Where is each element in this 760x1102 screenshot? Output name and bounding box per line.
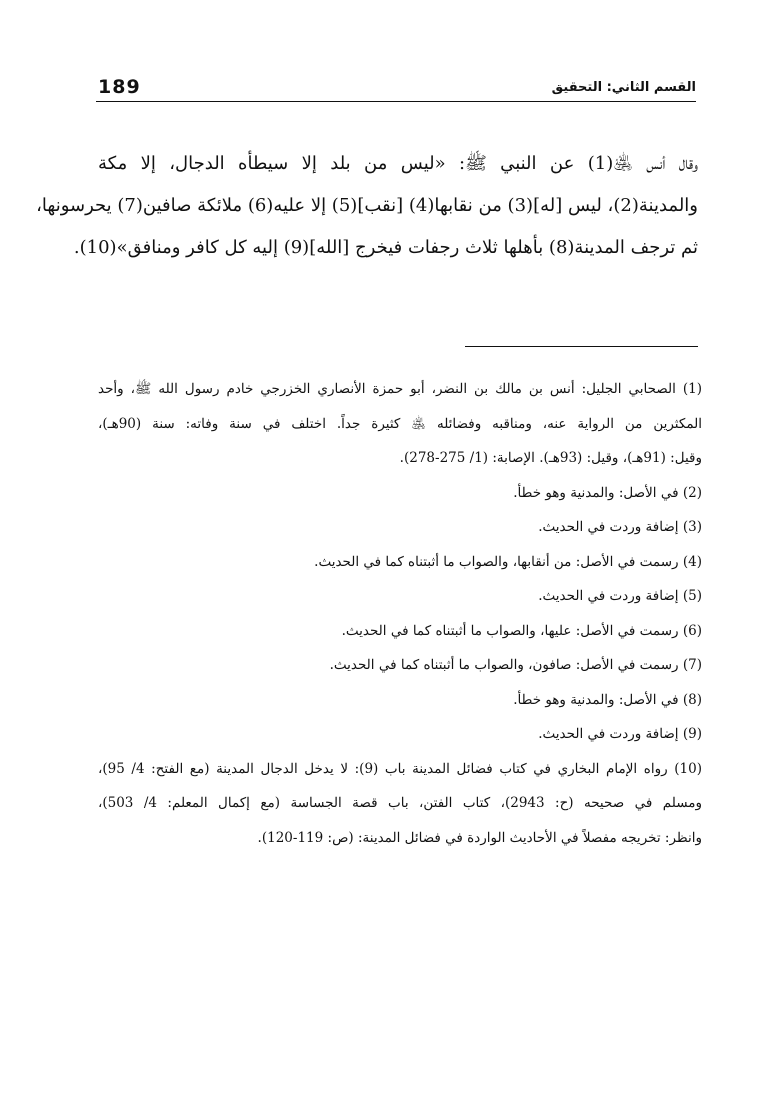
footnote-line: ومسلم في صحيحه (ح: 2943)، كتاب الفتن، باب قصة الجساسة (مع إكمال المعلم: 4/ 503)، bbox=[98, 795, 702, 811]
footnote-line: وقيل: (91هـ)، وقيل: (93هـ). الإصابة: (1/ 275-278). bbox=[399, 450, 702, 466]
footnote-line: (3) إضافة وردت في الحديث. bbox=[538, 519, 702, 535]
main-text-line: ثم ترجف المدينة(8) بأهلها ثلاث رجفات فيخرج [الله](9) إليه كل كافر ومنافق»(10). bbox=[73, 237, 698, 258]
footnote-line: (7) رسمت في الأصل: صافون، والصواب ما أثبتناه كما في الحديث. bbox=[329, 657, 702, 673]
page-header bbox=[96, 74, 696, 102]
footnote-line: (8) في الأصل: والمدنية وهو خطأ. bbox=[513, 691, 702, 708]
footnote-line: (4) رسمت في الأصل: من أنقابها، والصواب ما أثبتناه كما في الحديث. bbox=[314, 553, 702, 570]
footnote-line: وانظر: تخريجه مفصلاً في الأحاديث الواردة في فضائل المدينة: (ص: 119-120). bbox=[257, 829, 702, 846]
main-text-line: وقال أنس ﵁(1) عن النبي ﷺ: «ليس من بلد إلا سيطأه الدجال، إلا مكة bbox=[98, 153, 699, 174]
footnote-line: (10) رواه الإمام البخاري في كتاب فضائل المدينة باب (9): لا يدخل الدجال المدينة (مع الفتح: 4/ 95)، bbox=[98, 760, 702, 777]
footnote-line: (9) إضافة وردت في الحديث. bbox=[538, 726, 702, 742]
footnote-line: المكثرين من الرواية عنه، ومناقبه وفضائله ﵁ كثيرة جداً. اختلف في سنة وفاته: سنة (90هـ)، bbox=[98, 415, 702, 432]
page-number: 189 bbox=[98, 76, 141, 98]
footnote-separator bbox=[465, 346, 698, 347]
footnote-line: (6) رسمت في الأصل: عليها، والصواب ما أثبتناه كما في الحديث. bbox=[341, 622, 702, 639]
header-rule bbox=[96, 101, 696, 102]
footnote-line: (1) الصحابي الجليل: أنس بن مالك بن النضر، أبو حمزة الأنصاري الخزرجي خادم رسول الله ﷺ، وأحد bbox=[98, 381, 702, 397]
footnote-line: (2) في الأصل: والمدنية وهو خطأ. bbox=[513, 484, 702, 501]
running-head: القسم الثاني: التحقيق bbox=[551, 80, 696, 95]
main-text bbox=[36, 143, 699, 269]
footnotes bbox=[98, 372, 702, 855]
main-text-line: والمدينة(2)، ليس [له](3) من نقابها(4) [نقب](5) إلا عليه(6) ملائكة صافين(7) يحرسونها، bbox=[36, 195, 698, 216]
footnote-line: (5) إضافة وردت في الحديث. bbox=[538, 588, 702, 604]
